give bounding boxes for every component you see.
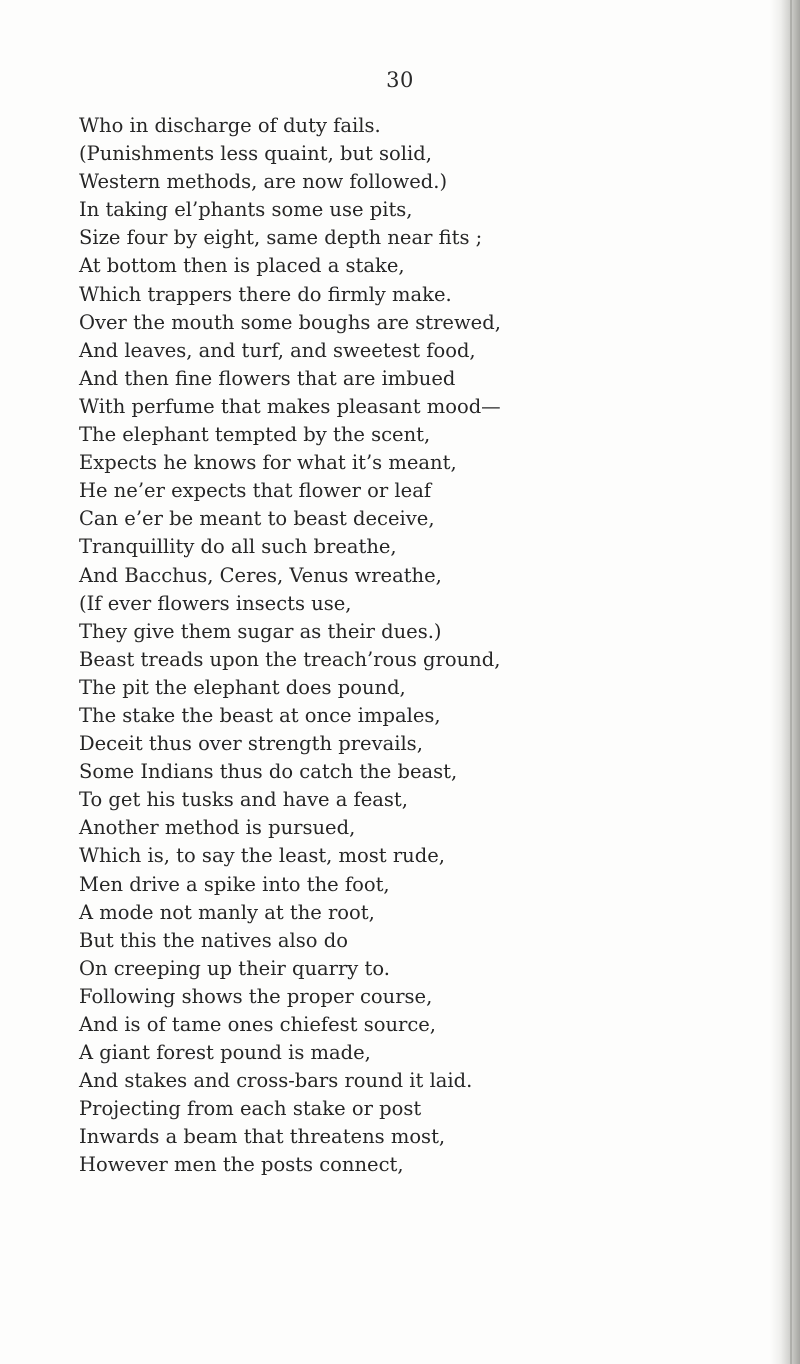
poem-line: Over the mouth some boughs are strewed, (79, 310, 501, 334)
page-number: 30 (386, 68, 414, 92)
poem-line: The pit the elephant does pound, (79, 675, 406, 699)
poem-line: Inwards a beam that threatens most, (79, 1125, 446, 1149)
poem-line: Some Indians thus do catch the beast, (79, 760, 458, 784)
page-edge-shadow (770, 0, 800, 1364)
poem-line: He ne’er expects that flower or leaf (79, 479, 432, 503)
poem-line: And is of tame ones chiefest source, (79, 1013, 436, 1036)
poem-line: Which trappers there do firmly make. (79, 282, 452, 306)
poem-line: Deceit thus over strength prevails, (79, 732, 423, 756)
poem-line: Men drive a spike into the foot, (79, 872, 390, 896)
poem-line: A giant forest pound is made, (79, 1041, 371, 1065)
poem-line: And Bacchus, Ceres, Venus wreathe, (79, 563, 442, 587)
poem-line: To get his tusks and have a feast, (79, 788, 408, 812)
poem-line: Expects he knows for what it’s meant, (79, 451, 457, 475)
poem-line: Tranquillity do all such breathe, (79, 535, 397, 559)
poem-line: And leaves, and turf, and sweetest food, (79, 338, 476, 362)
poem-line: Can e’er be meant to beast deceive, (79, 507, 435, 531)
poem-line: Beast treads upon the treach’rous ground, (79, 647, 501, 671)
poem-line: Another method is pursued, (79, 816, 356, 840)
poem-line: The stake the beast at once impales, (79, 703, 441, 727)
poem-line: Following shows the proper course, (79, 984, 433, 1008)
poem-text (79, 112, 770, 1180)
poem-line: And stakes and cross-bars round it laid. (79, 1069, 473, 1093)
page-edge-line (790, 0, 792, 1364)
poem-line: And then fine flowers that are imbued (79, 366, 456, 390)
poem-line: (Punishments less quaint, but solid, (79, 142, 432, 166)
poem-line: Which is, to say the least, most rude, (79, 844, 445, 868)
poem-line: Western methods, are now followed.) (79, 170, 448, 194)
poem-line: With perfume that makes pleasant mood— (79, 394, 501, 418)
poem-line: Who in discharge of duty fails. (79, 114, 381, 137)
poem-line: Size four by eight, same depth near fits ; (79, 226, 483, 250)
poem-line: Projecting from each stake or post (79, 1097, 422, 1121)
poem-line: On creeping up their quarry to. (79, 956, 390, 980)
poem-line: They give them sugar as their dues.) (79, 619, 442, 643)
poem-line: But this the natives also do (79, 928, 348, 952)
poem-line: In taking el’phants some use pits, (79, 198, 413, 222)
poem-line: At bottom then is placed a stake, (79, 254, 405, 278)
poem-line: A mode not manly at the root, (79, 900, 375, 924)
poem-line: However men the posts connect, (79, 1153, 404, 1177)
poem-line: (If ever flowers insects use, (79, 591, 352, 615)
poem-line: The elephant tempted by the scent, (79, 423, 431, 447)
